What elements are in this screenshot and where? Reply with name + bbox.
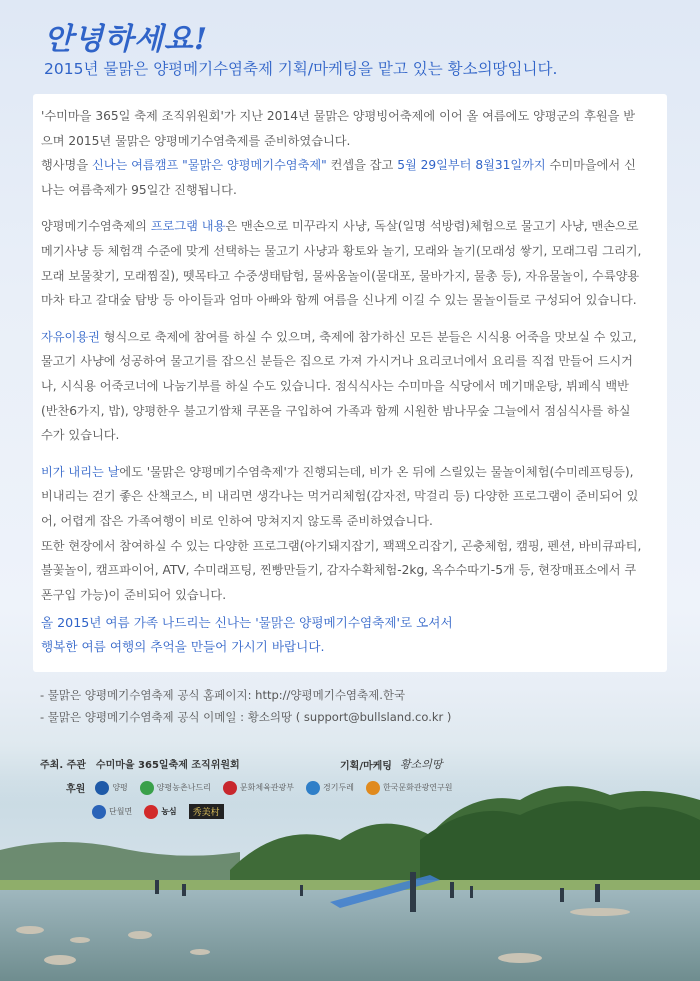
intro-text-3: 컨셉을 잡고 (326, 158, 398, 173)
danwol-logo: 단월면 (92, 805, 132, 819)
planning-logo: 황소의땅 (399, 758, 443, 771)
host-label: 주최. 주관 (40, 760, 86, 771)
email-link[interactable]: - 물맑은 양평메기수염축제 공식 이메일 : 황소의땅 ( support@bullsland.co.kr ) (40, 710, 452, 724)
homepage-link[interactable]: - 물맑은 양평메기수염축제 공식 홈페이지: http://양평메기수염축제.한국 (40, 688, 406, 702)
content-card (33, 94, 667, 672)
danwol-logo-mark (92, 805, 106, 819)
closing-line-1: 올 2015년 여름 가족 나드리는 신나는 '물맑은 양평메기수염축제'로 오셔서 (41, 615, 453, 631)
page-subtitle: 2015년 물맑은 양평메기수염축제 기획/마케팅을 맡고 있는 황소의땅입니다. (44, 60, 558, 78)
closing-message (41, 611, 645, 659)
rain-highlight: 비가 내리는 날 (41, 464, 120, 479)
intro-paragraph (41, 104, 645, 202)
greeting-title: 안녕하세요! (44, 22, 209, 57)
nadri-logo-mark (140, 781, 154, 795)
rain-paragraph (41, 460, 645, 608)
nongshim-logo: 농심 (144, 805, 176, 819)
closing-line-2: 행복한 여름 여행의 추억을 만들어 가시기 바랍니다. (41, 639, 325, 655)
contact-links (40, 684, 451, 728)
program-text: 양평메기수염축제의 (41, 219, 151, 234)
mcst-logo: 문화체육관광부 (223, 781, 294, 795)
yangpyeong-logo-mark (95, 781, 109, 795)
intro-text: '수미마을 365일 축제 조직위원회'가 지난 2014년 물맑은 양평빙어축제에 이어 올 여름에도 양평군의 후원을 받으며 2015년 물맑은 양평메기수염축제를 준비하였습니다. (41, 109, 636, 148)
mcst-logo-mark (223, 781, 237, 795)
intro-text-2: 행사명을 (41, 158, 92, 173)
planning-label: 기획/마케팅 (340, 760, 392, 772)
kcti-logo: 한국문화관광연구원 (366, 781, 453, 795)
program-highlight: 프로그램 내용 (150, 219, 226, 234)
sumichon-logo: 秀美村 (189, 804, 224, 819)
pass-text: 형식으로 축제에 참여를 하실 수 있으며, 축제에 참가하신 모든 분들은 시식용 어죽을 맛보실 수 있고, 물고기 사냥에 성공하여 물고기를 잡으신 분들은 집으로 가져 가시거나 요리코너에서 요리를 직접 만들어 드시거나, 시식용 어죽코너에 나눔기부를 하실 수도 있습니다. 점식식사는 수미마을 식당에서 메기매운탕, 뷔페식 백반(반찬6가지, 밥), 양평한우 불고기쌈채 쿠폰을 구입하여 가족과 함께 시원한 밤나무숲 그늘에서 점심식사를 하실 수가 있습니다. (41, 329, 637, 443)
yangpyeong-logo: 양평 (95, 781, 127, 795)
host-name: 수미마을 365일축제 조직위원회 (95, 760, 240, 771)
nongshim-logo-mark (144, 805, 158, 819)
intro-text-4: 수미마을에서 신나는 여름축제가 95일간 진행됩니다. (41, 158, 636, 197)
kcti-logo-mark (366, 781, 380, 795)
pass-highlight: 자유이용권 (41, 329, 100, 344)
event-name: 신나는 여름캠프 "물맑은 양평메기수염축제" (91, 158, 327, 173)
dure-logo: 경기두레 (306, 781, 354, 795)
pass-paragraph (41, 325, 645, 448)
onsite-text: 또한 현장에서 참여하실 수 있는 다양한 프로그램(아기돼지잡기, 꽥꽥오리잡기, 곤충체험, 캠핑, 펜션, 바비큐파티, 불꽃놀이, 캠프파이어, ATV, 수미래프팅, 찐빵만들기, 감자수확체험-2kg, 옥수수따기-5개 등, 현장매표소에서 쿠폰구입 가능)이 준비되어 있습니다. (41, 538, 642, 602)
program-text-2: 은 맨손으로 미꾸라지 사냥, 독살(일명 석방렴)체험으로 물고기 사냥, 맨손으로 메기사냥 등 체험객 수준에 맞게 선택하는 물고기 사냥과 황토와 놀기, 모래와 놀기(모래성 쌓기, 모래그림 그리기, 모래 보물찾기, 모래찜질), 뗏목타고 수중생태탐험, 물싸움놀이(물대포, 물바가지, 물총 등), 자유물놀이, 수륙양용마차 타고 갈대숲 탐방 등 아이들과 엄마 아빠와 함께 여름을 신나게 이길 수 있는 물놀이들로 구성되어 있습니다. (41, 219, 642, 308)
dure-logo-mark (306, 781, 320, 795)
nadri-logo: 양평농촌나드리 (140, 781, 211, 795)
program-paragraph (41, 214, 645, 312)
sponsor-area (40, 756, 480, 826)
support-label: 후원 (66, 784, 86, 795)
event-dates: 5월 29일부터 8월31일까지 (397, 158, 546, 173)
rain-text: 에도 '물맑은 양평메기수염축제'가 진행되는데, 비가 온 뒤에 스릴있는 물놀이체험(수미레프팅등), 비내리는 걷기 좋은 산책코스, 비 내리면 생각나는 먹거리체험(감자전, 막걸리 등) 다양한 프로그램이 준비되어 있어, 어렵게 잡은 가족여행이 비로 인하여 망쳐지지 않도록 준비하였습니다. (41, 464, 639, 528)
